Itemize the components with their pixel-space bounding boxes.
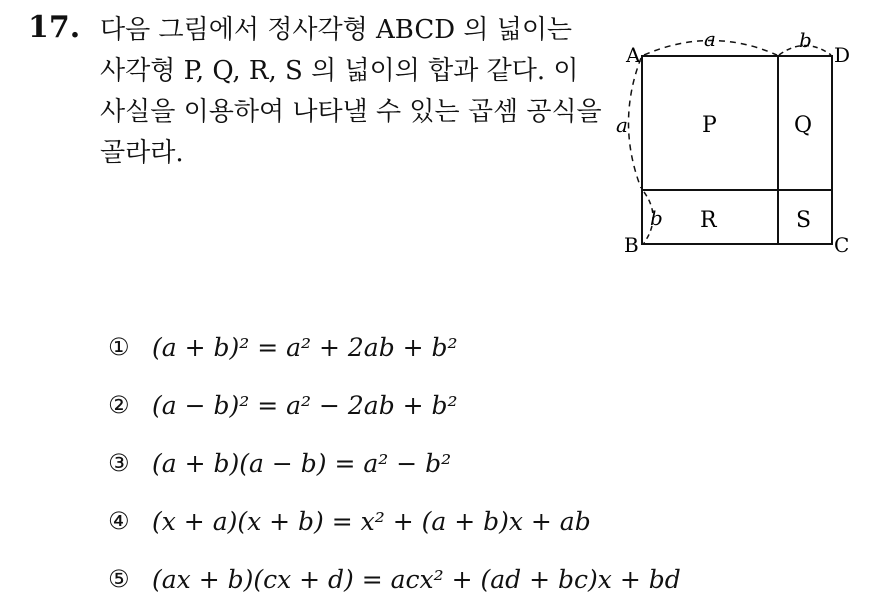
vertex-c-label: C <box>834 233 850 257</box>
region-r-label: R <box>700 208 717 233</box>
left-arc-a <box>629 58 642 188</box>
choice-1[interactable] <box>108 318 681 376</box>
question-text <box>100 10 600 174</box>
vertex-d-label: D <box>834 43 851 67</box>
vertex-a-label: A <box>626 43 641 67</box>
choice-1-formula: (a + b)² = a² + 2ab + b² <box>152 332 458 362</box>
choice-5-formula: (ax + b)(cx + d) = acx² + (ad + bc)x + bd <box>152 564 681 594</box>
choice-4[interactable] <box>108 492 681 550</box>
region-q-label: Q <box>794 113 813 138</box>
top-length-a: a <box>704 27 716 51</box>
square-abcd-diagram <box>614 22 854 258</box>
choice-2-formula: (a − b)² = a² − 2ab + b² <box>152 390 458 420</box>
answer-choices <box>108 318 681 608</box>
region-s-label: S <box>796 208 812 233</box>
choice-1-marker: ① <box>108 333 130 361</box>
region-p-label: P <box>702 113 717 138</box>
choice-5[interactable] <box>108 550 681 608</box>
top-length-b: b <box>799 28 812 52</box>
left-length-a: a <box>616 113 628 137</box>
choice-5-marker: ⑤ <box>108 565 130 593</box>
choice-4-marker: ④ <box>108 507 130 535</box>
choice-4-formula: (x + a)(x + b) = x² + (a + b)x + ab <box>152 506 591 536</box>
choice-2[interactable] <box>108 376 681 434</box>
vertex-b-label: B <box>624 233 639 257</box>
choice-3[interactable] <box>108 434 681 492</box>
choice-3-formula: (a + b)(a − b) = a² − b² <box>152 448 452 478</box>
choice-2-marker: ② <box>108 391 130 419</box>
question-number: 17. <box>28 10 81 45</box>
question-line-4: 골라라. <box>100 138 184 168</box>
left-length-b: b <box>650 206 663 230</box>
choice-3-marker: ③ <box>108 449 130 477</box>
question-line-2: 사각형 P, Q, R, S 의 넓이의 합과 같다. 이 <box>100 56 579 86</box>
question-line-1: 다음 그림에서 정사각형 ABCD 의 넓이는 <box>100 15 573 45</box>
question-line-3: 사실을 이용하여 나타낼 수 있는 곱셈 공식을 <box>100 97 602 127</box>
